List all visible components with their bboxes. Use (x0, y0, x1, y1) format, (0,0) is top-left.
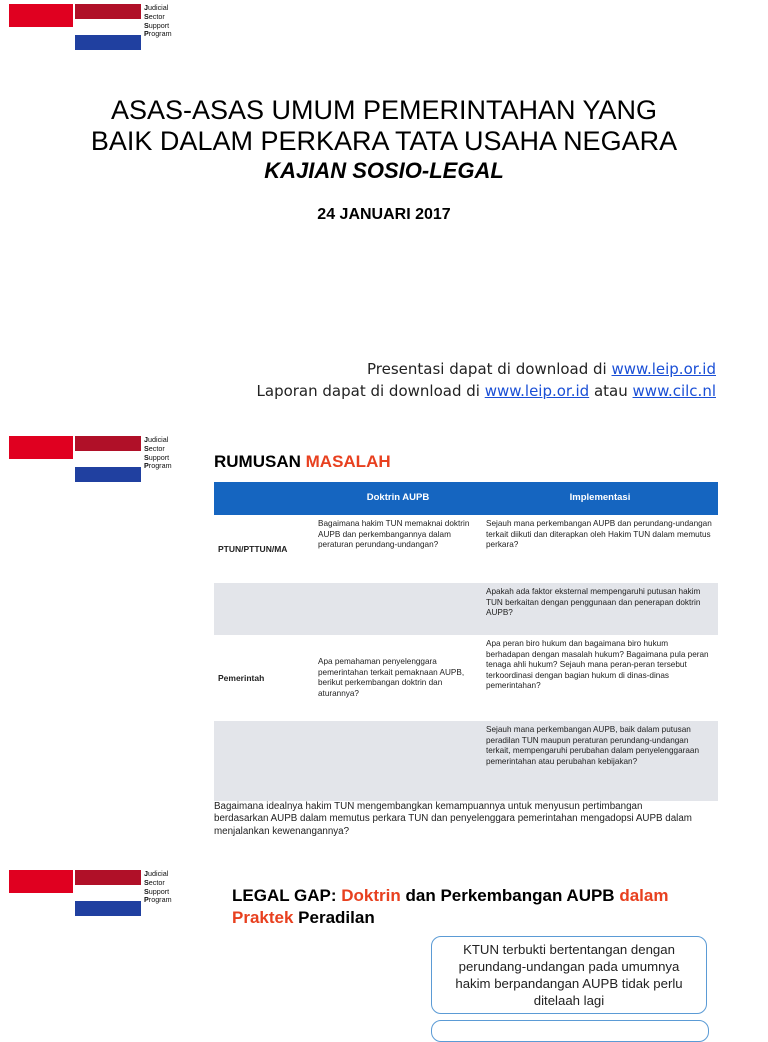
subtitle: KAJIAN SOSIO-LEGAL (264, 158, 504, 183)
logo-text: Judicial Sector Support Program (144, 869, 172, 905)
table-row (214, 721, 718, 801)
slide-rumusan-masalah (0, 432, 768, 842)
slide-legal-gap (0, 858, 768, 1024)
row-label: PTUN/PTTUN/MA (218, 543, 288, 554)
finding-box: KTUN terbukti bertentangan dengan perundang-undangan pada umumnya hakim berpandangan AUPB tidak perlu ditelaah lagi (431, 936, 707, 1014)
table-header: Doktrin AUPB (314, 482, 482, 515)
slide-heading: RUMUSAN MASALAH (214, 452, 391, 471)
presentation-date: 24 JANUARI 2017 (317, 206, 451, 223)
table-cell (314, 583, 482, 635)
main-title: ASAS-ASAS UMUM PEMERINTAHAN YANG BAIK DALAM PERKARA TATA USAHA NEGARA (90, 95, 678, 156)
slide-title (0, 0, 768, 425)
jssp-logo (9, 870, 175, 916)
row-label: Pemerintah (218, 672, 265, 683)
problem-table (214, 482, 718, 801)
table-cell: Apa peran biro hukum dan bagaimana biro hukum berhadapan dengan masalah hukum? Bagaimana pula peran tenaga ahli hukum? Sejauh mana peran-peran tersebut terkoordinasi dengan bagian hukum di dinas-dinas pemerintahan? (486, 639, 709, 690)
slide-footer-question: Bagaimana idealnya hakim TUN mengembangkan kemampuannya untuk menyusun pertimbangan berdasarkan AUPB dalam memutus perkara TUN dan penyelenggara pemerintahan mengadopsi AUPB dalam menjalankan kewenangannya? (214, 801, 692, 837)
jssp-logo (9, 4, 175, 50)
table-cell: Sejauh mana perkembangan AUPB dan perundang-undangan terkait diikuti dan diterapkan oleh Hakim TUN dalam memutus perkara? (486, 519, 712, 549)
table-cell: Bagaimana hakim TUN memaknai doktrin AUPB dan perkembangannya dalam peraturan perundang-undangan? (318, 519, 470, 549)
leip-link-2[interactable]: www.leip.or.id (484, 382, 590, 400)
logo-text: Judicial Sector Support Program (144, 3, 172, 39)
table-header: Implementasi (482, 482, 718, 515)
table-cell: Apa pemahaman penyelenggara pemerintahan terkait pemaknaan AUPB, berikut perkembangan doktrin dan aturannya? (318, 657, 465, 698)
table-cell: Sejauh mana perkembangan AUPB, baik dalam putusan peradilan TUN maupun peraturan perundang-undangan terkait, mempengaruhi perubahan dalam penyelenggaraan pemerintahan atau perubahan kebijakan? (482, 721, 718, 801)
jssp-logo (9, 436, 175, 482)
table-header-row (214, 482, 718, 515)
table-cell: Apakah ada faktor eksternal mempengaruhi putusan hakim TUN berkaitan dengan penggunaan dan penerapan doktrin AUPB? (482, 583, 718, 635)
table-row (214, 515, 718, 583)
table-header (214, 482, 314, 515)
table-row (214, 635, 718, 721)
table-row (214, 583, 718, 635)
cilc-link[interactable]: www.cilc.nl (632, 382, 716, 400)
leip-link[interactable]: www.leip.or.id (611, 360, 716, 378)
download-line-1: Presentasi dapat di download di www.leip.or.id (366, 360, 716, 378)
download-line-2: Laporan dapat di download di www.leip.or.id atau www.cilc.nl (256, 382, 716, 400)
table-cell (314, 721, 482, 801)
row-label (214, 583, 314, 635)
slide-heading: LEGAL GAP: Doktrin dan Perkembangan AUPB dalam Praktek Peradilan (232, 886, 669, 927)
logo-text: Judicial Sector Support Program (144, 435, 172, 471)
row-label (214, 721, 314, 801)
finding-box-2 (431, 1020, 709, 1042)
